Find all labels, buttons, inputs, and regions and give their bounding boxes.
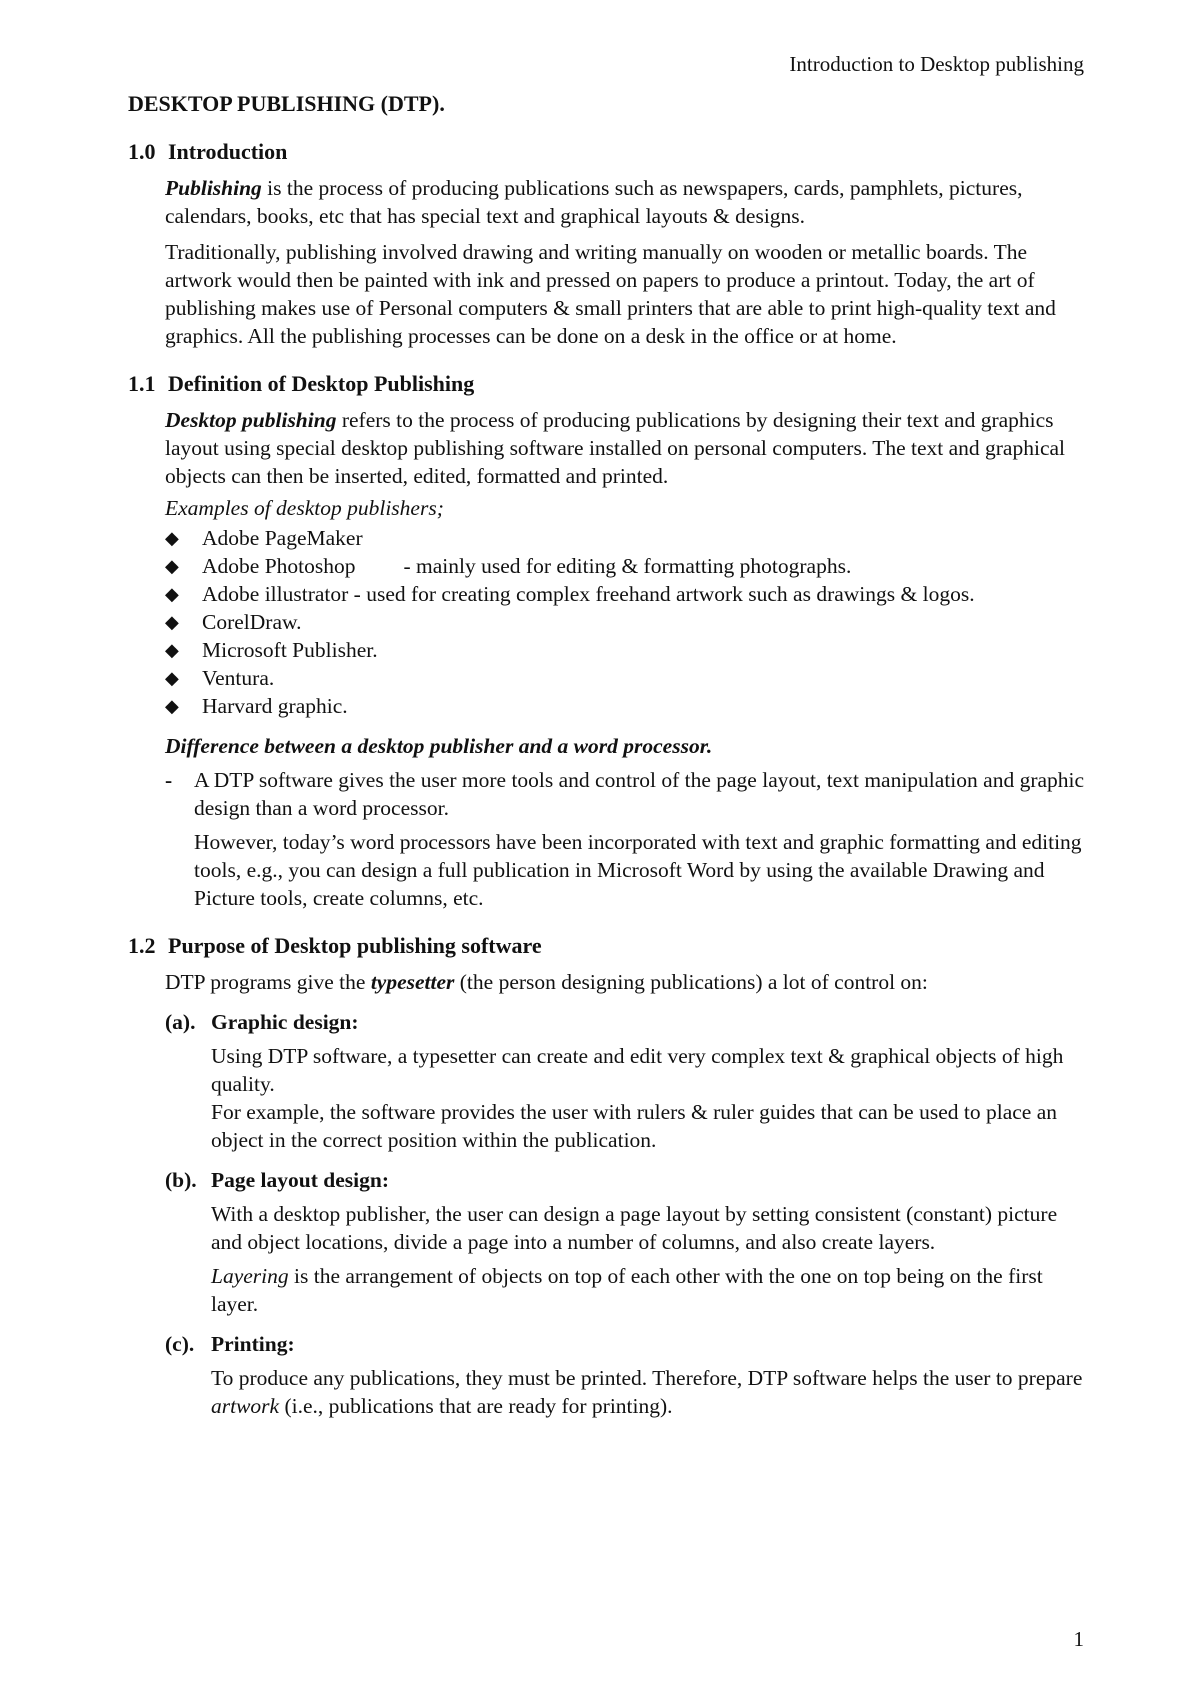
section-title: Purpose of Desktop publishing software bbox=[168, 933, 542, 958]
item-c-text-end: (i.e., publications that are ready for printing). bbox=[279, 1394, 673, 1418]
diamond-bullet-icon: ◆ bbox=[165, 612, 179, 632]
section-title: Definition of Desktop Publishing bbox=[168, 371, 475, 396]
list-item bbox=[165, 692, 1088, 720]
term-publishing: Publishing bbox=[165, 176, 262, 200]
dash-bullet-icon: - bbox=[165, 768, 173, 792]
intro-paragraph-2: Traditionally, publishing involved drawing and writing manually on wooden or metallic boards. The artwork would then be painted with ink and pressed on papers to produce a printout. Today, the art of publishing makes use of Personal computers & small printers that are able to print high-quality text and graphics. All the publishing processes can be done on a desk in the office or at home. bbox=[165, 240, 1056, 348]
difference-paragraph-2: However, today’s word processors have been incorporated with text and graphic formatting and editing tools, e.g., you can design a full publication in Microsoft Word by using the available Drawing and Picture tools, create columns, etc. bbox=[194, 830, 1082, 910]
list-item bbox=[165, 636, 1088, 664]
item-title: Graphic design: bbox=[211, 1010, 359, 1034]
item-b-paragraph-1: With a desktop publisher, the user can design a page layout by setting consistent (constant) picture and object locations, divide a page into a number of columns, and also create layers. bbox=[211, 1202, 1058, 1254]
list-item bbox=[165, 580, 1088, 608]
list-item bbox=[165, 608, 1088, 636]
item-b-heading bbox=[165, 1166, 1088, 1194]
term-artwork: artwork bbox=[211, 1394, 280, 1418]
purpose-intro bbox=[165, 968, 1088, 996]
section-heading-introduction bbox=[128, 138, 1088, 166]
list-item bbox=[165, 552, 1088, 580]
term-desktop-publishing: Desktop publishing bbox=[165, 408, 337, 432]
list-item-text: Adobe PageMaker bbox=[202, 526, 363, 550]
item-a-paragraph-1: Using DTP software, a typesetter can create and edit very complex text & graphical objects of high quality. bbox=[211, 1044, 1064, 1096]
purpose-intro-text-end: (the person designing publications) a lot of control on: bbox=[454, 970, 928, 994]
item-title: Page layout design: bbox=[211, 1168, 389, 1192]
list-item-text: Ventura. bbox=[202, 666, 275, 690]
difference-heading: Difference between a desktop publisher and a word processor. bbox=[165, 734, 713, 758]
list-item-text: Adobe Photoshop bbox=[202, 554, 356, 578]
difference-paragraph-1: A DTP software gives the user more tools and control of the page layout, text manipulation and graphic design than a word processor. bbox=[194, 768, 1085, 820]
definition-paragraph bbox=[165, 406, 1088, 490]
purpose-intro-text: DTP programs give the bbox=[165, 970, 371, 994]
list-item-note: - mainly used for editing & formatting photographs. bbox=[403, 554, 852, 578]
item-b-paragraph-2-text: is the arrangement of objects on top of each other with the one on top being on the first layer. bbox=[211, 1264, 1043, 1316]
intro-paragraph-1-text: is the process of producing publications such as newspapers, cards, pamphlets, pictures, calendars, books, etc that has special text and graphical layouts & designs. bbox=[165, 176, 1023, 228]
difference-item bbox=[165, 766, 1088, 912]
item-c-paragraph-1 bbox=[211, 1364, 1088, 1420]
intro-paragraph-1 bbox=[165, 174, 1088, 230]
diamond-bullet-icon: ◆ bbox=[165, 696, 179, 716]
examples-label: Examples of desktop publishers; bbox=[165, 496, 444, 520]
diamond-bullet-icon: ◆ bbox=[165, 528, 179, 548]
item-c-heading bbox=[165, 1330, 1088, 1358]
term-layering: Layering bbox=[211, 1264, 289, 1288]
running-header: Introduction to Desktop publishing bbox=[789, 52, 1084, 76]
section-number: 1.0 bbox=[128, 139, 156, 164]
definition-paragraph-text: refers to the process of producing publications by designing their text and graphics layout using special desktop publishing software installed on personal computers. The text and graphical objects can then be inserted, edited, formatted and printed. bbox=[165, 408, 1066, 488]
item-a-paragraph-2: For example, the software provides the user with rulers & ruler guides that can be used to place an object in the correct position within the publication. bbox=[211, 1100, 1057, 1152]
examples-list bbox=[165, 524, 1088, 720]
list-item-text: Harvard graphic. bbox=[202, 694, 348, 718]
page-number: 1 bbox=[1073, 1627, 1084, 1651]
list-item bbox=[165, 664, 1088, 692]
list-item-text: Microsoft Publisher. bbox=[202, 638, 378, 662]
item-title: Printing: bbox=[211, 1332, 295, 1356]
item-label: (c). bbox=[165, 1332, 195, 1356]
diamond-bullet-icon: ◆ bbox=[165, 556, 179, 576]
item-label: (b). bbox=[165, 1168, 197, 1192]
item-c-text: To produce any publications, they must be printed. Therefore, DTP software helps the user to prepare bbox=[211, 1366, 1083, 1390]
list-item bbox=[165, 524, 1088, 552]
item-label: (a). bbox=[165, 1010, 196, 1034]
diamond-bullet-icon: ◆ bbox=[165, 668, 179, 688]
section-heading-purpose bbox=[128, 932, 1088, 960]
section-title: Introduction bbox=[168, 139, 288, 164]
diamond-bullet-icon: ◆ bbox=[165, 584, 179, 604]
document-body bbox=[128, 90, 1088, 1428]
item-a-heading bbox=[165, 1008, 1088, 1036]
section-number: 1.1 bbox=[128, 371, 156, 396]
document-title: DESKTOP PUBLISHING (DTP). bbox=[128, 91, 445, 116]
diamond-bullet-icon: ◆ bbox=[165, 640, 179, 660]
section-heading-definition bbox=[128, 370, 1088, 398]
term-typesetter: typesetter bbox=[370, 970, 455, 994]
list-item-text: Adobe illustrator - used for creating complex freehand artwork such as drawings & logos. bbox=[202, 582, 975, 606]
section-number: 1.2 bbox=[128, 933, 156, 958]
list-item-text: CorelDraw. bbox=[202, 610, 302, 634]
item-b-paragraph-2 bbox=[211, 1262, 1088, 1318]
